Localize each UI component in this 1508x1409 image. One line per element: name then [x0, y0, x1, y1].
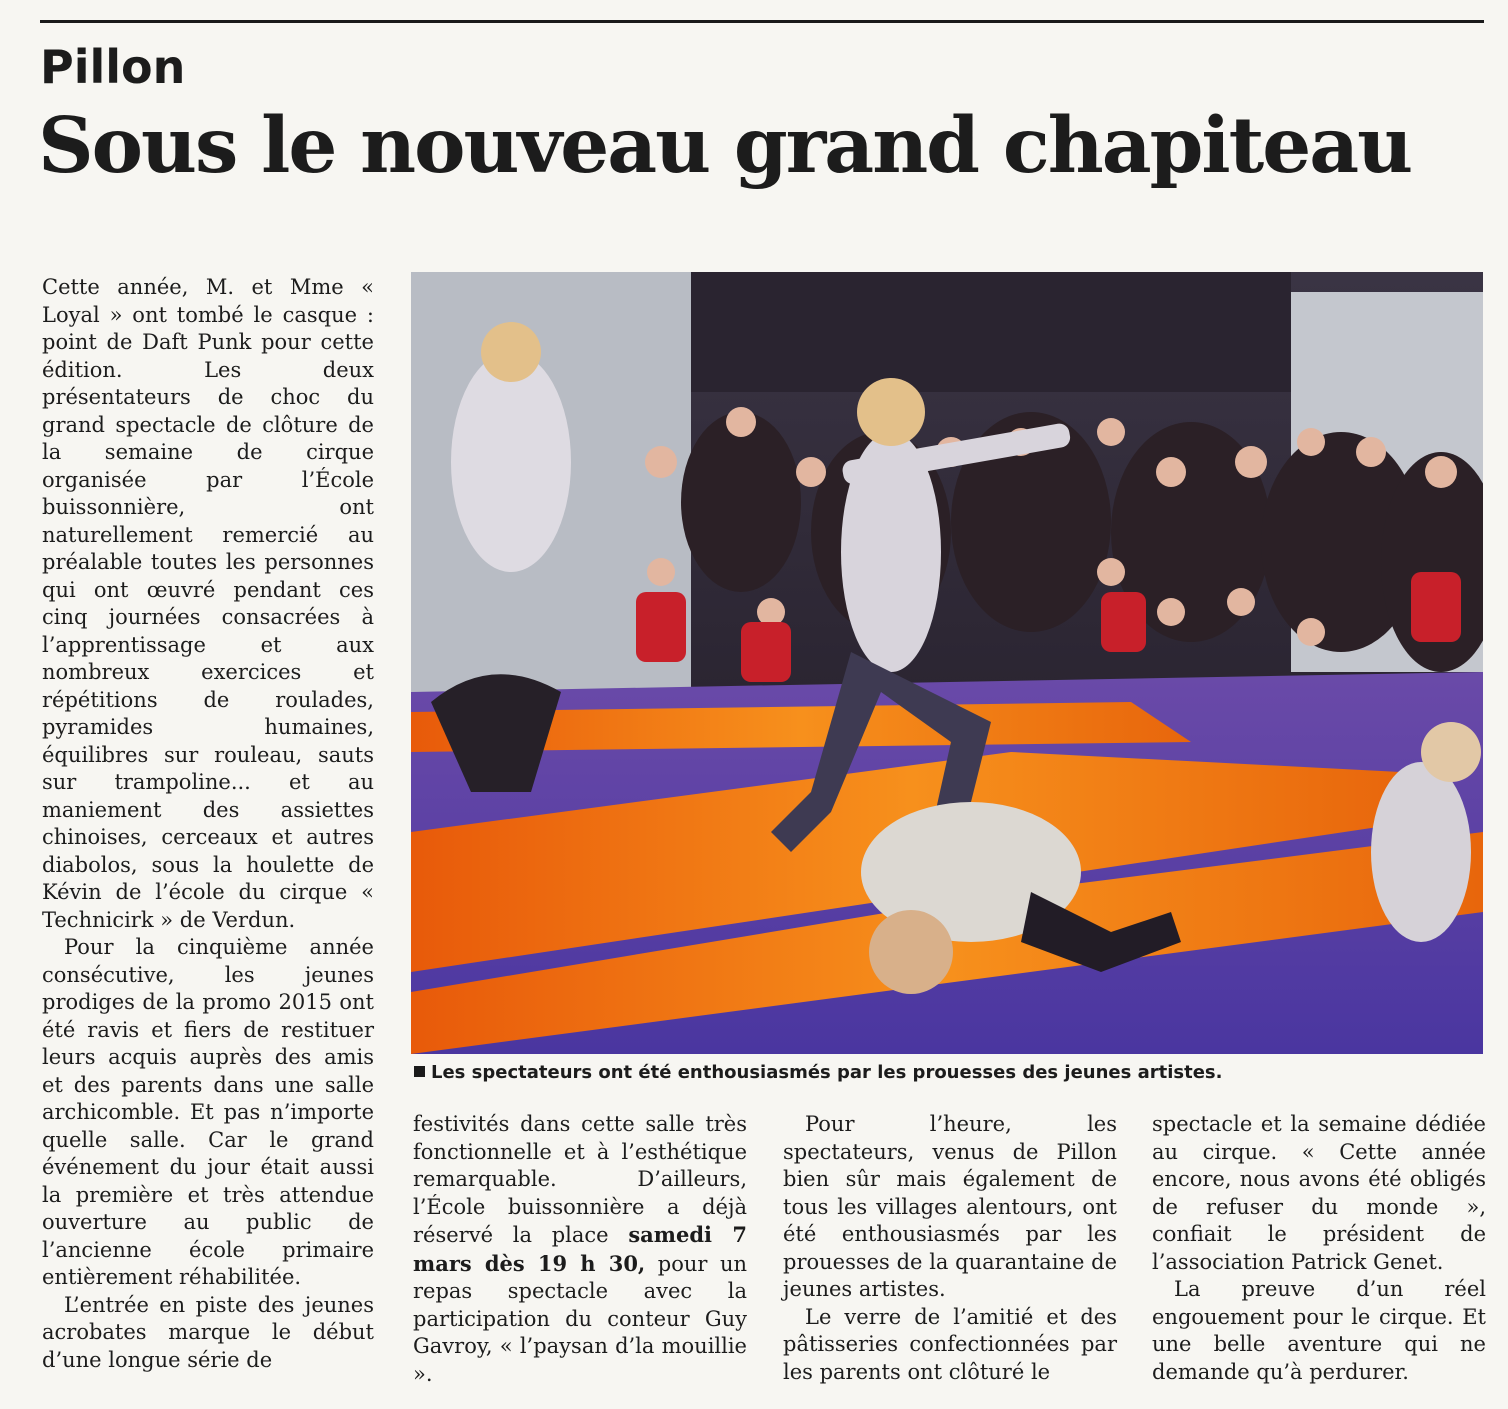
text-column-4 — [1152, 1111, 1486, 1386]
paragraph: Pour l’heure, les spectateurs, venus de Pillon bien sûr mais également de tous les villages alentours, ont été enthousiasmés par les prouesses de la quarantaine de jeunes artistes. — [783, 1112, 1117, 1301]
text-column-2 — [413, 1111, 747, 1388]
paragraph: Cette année, M. et Mme « Loyal » ont tombé le casque : point de Daft Punk pour cette édition. Les deux présentateurs de choc du grand spectacle de clôture de la semaine de cirque organisée par l’École buissonnière, ont naturellement remercié au préalable toutes les personnes qui ont œuvré pendant ces cinq journées consacrées à l’apprentissage et aux nombreux exercices et répétitions de roulades, pyramides humaines, équilibres sur rouleau, sauts sur trampoline... et au maniement des assiettes chinoises, cerceaux et autres diabolos, sous la houlette de Kévin de l’école du cirque « Technicirk » de Verdun. — [42, 275, 374, 932]
photo-caption-text: Les spectateurs ont été enthousiasmés par les prouesses des jeunes artistes. — [431, 1062, 1223, 1083]
article-photo — [411, 272, 1483, 1054]
paragraph-continued: spectacle et la semaine dédiée au cirque. « Cette année encore, nous avons été obligés de refuser du monde », confiait le président de l’association Patrick Genet. — [1152, 1112, 1486, 1274]
circus-performance-image — [411, 272, 1483, 1054]
paragraph: Pour la cinquième année consécutive, les jeunes prodiges de la promo 2015 ont été ravis et fiers de restituer leurs acquis auprès des amis et des parents dans une salle archicomble. Et pas n’importe quelle salle. Car le grand événement du jour était aussi la première et très attendue ouverture au public de l’ancienne école primaire entièrement réhabilitée. — [42, 935, 374, 1289]
paragraph: La preuve d’un réel engouement pour le cirque. Et une belle aventure qui ne demande qu’à perdurer. — [1152, 1277, 1486, 1384]
text-column-3 — [783, 1111, 1117, 1386]
event-date: samedi 7 mars dès 19 h 30, — [413, 1222, 747, 1276]
paragraph-continued: festivités dans cette salle très fonctionnelle et à l’esthétique remarquable. D’ailleurs, l’École buissonnière a déjà réservé la place samedi 7 mars dès 19 h 30, pour un repas spectacle avec la participation du conteur Guy Gavroy, « l’paysan d’la mouillie ». — [413, 1112, 748, 1386]
photo-caption — [414, 1060, 1484, 1086]
paragraph: L’entrée en piste des jeunes acrobates marque le début d’une longue série de — [42, 1292, 374, 1372]
article-kicker: Pillon — [40, 40, 186, 94]
paragraph: Le verre de l’amitié et des pâtisseries confectionnées par les parents ont clôturé le — [783, 1304, 1117, 1384]
text-column-1 — [42, 274, 374, 1374]
article-headline: Sous le nouveau grand chapiteau — [38, 101, 1412, 191]
caption-bullet-icon — [414, 1066, 425, 1077]
top-rule — [40, 20, 1484, 23]
